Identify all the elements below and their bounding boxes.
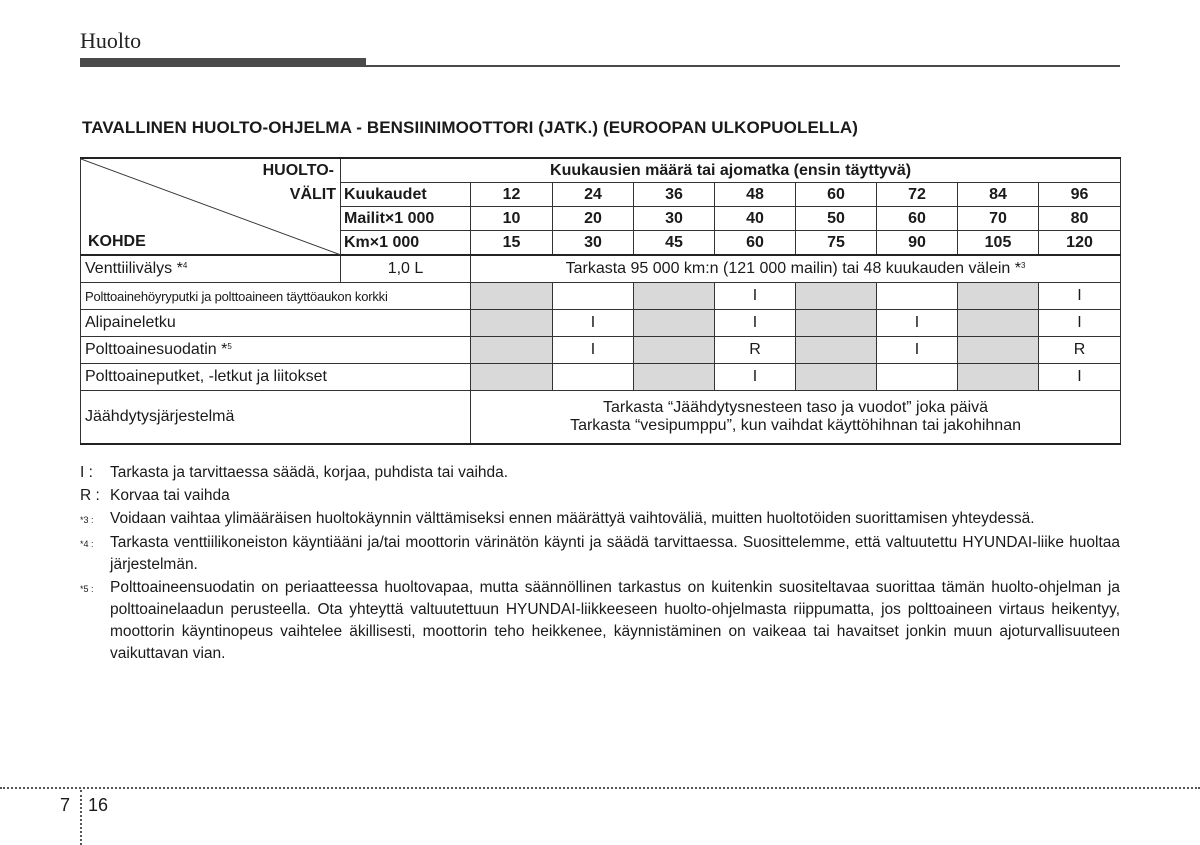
interval-value: 45: [634, 231, 715, 256]
interval-value: 36: [634, 183, 715, 207]
schedule-cell: [553, 283, 634, 310]
page-heading: TAVALLINEN HUOLTO-OHJELMA - BENSIINIMOOTTORI (JATK.) (EUROOPAN ULKOPUOLELLA): [82, 118, 859, 137]
interval-label: Kuukaudet: [341, 183, 471, 207]
schedule-cell: [796, 283, 877, 310]
schedule-cell: [958, 283, 1039, 310]
footnote-key: *5 :: [80, 584, 94, 594]
interval-value: 50: [796, 207, 877, 231]
interval-value: 96: [1039, 183, 1121, 207]
footnote-text: Tarkasta ja tarvittaessa säädä, korjaa, puhdista tai vaihda.: [110, 464, 509, 481]
footnote-item: [80, 462, 1120, 484]
schedule-cell: [877, 283, 958, 310]
footnotes: [80, 462, 1120, 666]
interval-value: 20: [553, 207, 634, 231]
interval-value: 90: [877, 231, 958, 256]
footnote-text: Tarkasta venttiilikoneiston käyntiääni ja/tai moottorin värinätön käynti ja säädä tarvittaessa. Suosittelemme, että valtuutettu HYUNDAI-liike huoltaa järjestelmän.: [110, 534, 1120, 573]
schedule-cell: I: [715, 364, 796, 391]
section-title: Huolto: [80, 28, 142, 53]
header-rule: [366, 65, 1120, 67]
footnote-item: [80, 485, 1120, 507]
interval-value: 75: [796, 231, 877, 256]
footnote-text: Korvaa tai vaihda: [110, 487, 230, 504]
interval-value: 60: [715, 231, 796, 256]
schedule-cell: R: [715, 337, 796, 364]
footnote-key: *3 :: [80, 515, 94, 525]
interval-value: 60: [796, 183, 877, 207]
schedule-cell: I: [877, 310, 958, 337]
interval-value: 120: [1039, 231, 1121, 256]
footnote-key: *4 :: [80, 539, 94, 549]
schedule-cell: [634, 364, 715, 391]
corner-label-intervals: HUOLTO-: [262, 162, 334, 179]
schedule-cell: [796, 310, 877, 337]
cooling-system-note: [471, 391, 1121, 445]
item-label-fuel-filter: Polttoainesuodatin *$^5$: [81, 337, 471, 364]
interval-value: 40: [715, 207, 796, 231]
interval-value: 84: [958, 183, 1039, 207]
schedule-cell: [471, 364, 553, 391]
footnote-text: Polttoaineensuodatin on periaatteessa huoltovapaa, mutta säännöllinen tarkastus on kuitenkin suositeltavaa suorittaa tämän huolto-ohjelman ja polttoainelaadun perusteella. Ota yhteyttä valtuutettuun HYUNDAI-liikkeeseen huolto-ohjelmasta riippumatta, jos polttoaineen virtaus heikentyy, moottorin käyntinopeus vaihtelee äkillisesti, moottorin teho heikkenee, käynnistäminen on vaikeaa tai havaitset jonkin muun ajoturvallisuuteen vaikuttavan vian.: [110, 579, 1120, 662]
interval-label: Km×1 000: [341, 231, 471, 256]
schedule-cell: [471, 337, 553, 364]
schedule-cell: I: [1039, 310, 1121, 337]
table-row-valve-clearance: [81, 255, 1121, 283]
interval-value: 30: [553, 231, 634, 256]
item-label-vacuum-hose: Alipaineletku: [81, 310, 471, 337]
item-label-vapor-hose: Polttoainehöyryputki ja polttoaineen täyttöaukon korkki: [81, 283, 471, 310]
schedule-cell: I: [1039, 283, 1121, 310]
schedule-cell: [634, 310, 715, 337]
footnote-item: [80, 577, 1120, 665]
schedule-cell: [553, 364, 634, 391]
schedule-cell: [796, 337, 877, 364]
item-label-fuel-lines: Polttoaineputket, -letkut ja liitokset: [81, 364, 471, 391]
interval-value: 105: [958, 231, 1039, 256]
interval-value: 10: [471, 207, 553, 231]
interval-value: 30: [634, 207, 715, 231]
footer-separator: [80, 790, 82, 845]
schedule-cell: [796, 364, 877, 391]
table-row-vacuum-hose: [81, 310, 1121, 337]
schedule-cell: [958, 337, 1039, 364]
schedule-cell: I: [553, 310, 634, 337]
schedule-cell: [958, 310, 1039, 337]
span-header: Kuukausien määrä tai ajomatka (ensin täyttyvä): [341, 158, 1121, 183]
schedule-cell: [877, 364, 958, 391]
corner-label-item: KOHDE: [88, 233, 146, 250]
interval-value: 48: [715, 183, 796, 207]
schedule-cell: [634, 337, 715, 364]
schedule-cell: I: [715, 310, 796, 337]
interval-value: 70: [958, 207, 1039, 231]
cooling-note-line-1: Tarkasta “Jäähdytysnesteen taso ja vuodot” joka päivä: [602, 399, 989, 416]
item-label-cooling-system: Jäähdytysjärjestelmä: [81, 391, 471, 445]
footnote-key: R :: [80, 487, 100, 504]
valve-clearance-note: Tarkasta 95 000 km:n (121 000 mailin) tai 48 kuukauden välein *$^3$: [471, 255, 1121, 283]
valve-clearance-value: 1,0 L: [341, 255, 471, 283]
interval-value: 12: [471, 183, 553, 207]
table-corner-header: [81, 158, 341, 255]
schedule-cell: R: [1039, 337, 1121, 364]
schedule-cell: [958, 364, 1039, 391]
table-row-fuel-filter: [81, 337, 1121, 364]
table-row-cooling-system: [81, 391, 1121, 445]
cooling-note-line-2: Tarkasta “vesipumppu”, kun vaihdat käyttöhihnan tai jakohihnan: [570, 417, 1021, 434]
footnote-item: [80, 532, 1120, 576]
chapter-number: 7: [60, 795, 71, 815]
interval-value: 80: [1039, 207, 1121, 231]
table-row-fuel-lines: [81, 364, 1121, 391]
schedule-cell: [471, 310, 553, 337]
footnote-key: I :: [80, 464, 93, 481]
schedule-cell: I: [1039, 364, 1121, 391]
interval-value: 72: [877, 183, 958, 207]
footnote-text: Voidaan vaihtaa ylimääräisen huoltokäynnin välttämiseksi ennen määrättyä vaihtoväliä, muitten huoltotöiden suorittamisen yhteydessä.: [110, 510, 1035, 527]
item-label-valve-clearance: Venttiilivälys *$^4$: [81, 255, 341, 283]
interval-label: Mailit×1 000: [341, 207, 471, 231]
interval-value: 60: [877, 207, 958, 231]
footnote-item: [80, 508, 1120, 531]
interval-value: 15: [471, 231, 553, 256]
schedule-cell: [471, 283, 553, 310]
schedule-cell: I: [877, 337, 958, 364]
interval-value: 24: [553, 183, 634, 207]
header-row-span: [81, 158, 1121, 183]
header-bar: [80, 58, 366, 67]
corner-label-intervals-2: VÄLIT: [289, 186, 336, 203]
schedule-cell: I: [553, 337, 634, 364]
maintenance-schedule-table: [80, 157, 1121, 445]
schedule-cell: [634, 283, 715, 310]
table-row-vapor-hose: [81, 283, 1121, 310]
schedule-cell: I: [715, 283, 796, 310]
footer-rule: [0, 787, 1200, 789]
page-number: 16: [88, 795, 109, 815]
